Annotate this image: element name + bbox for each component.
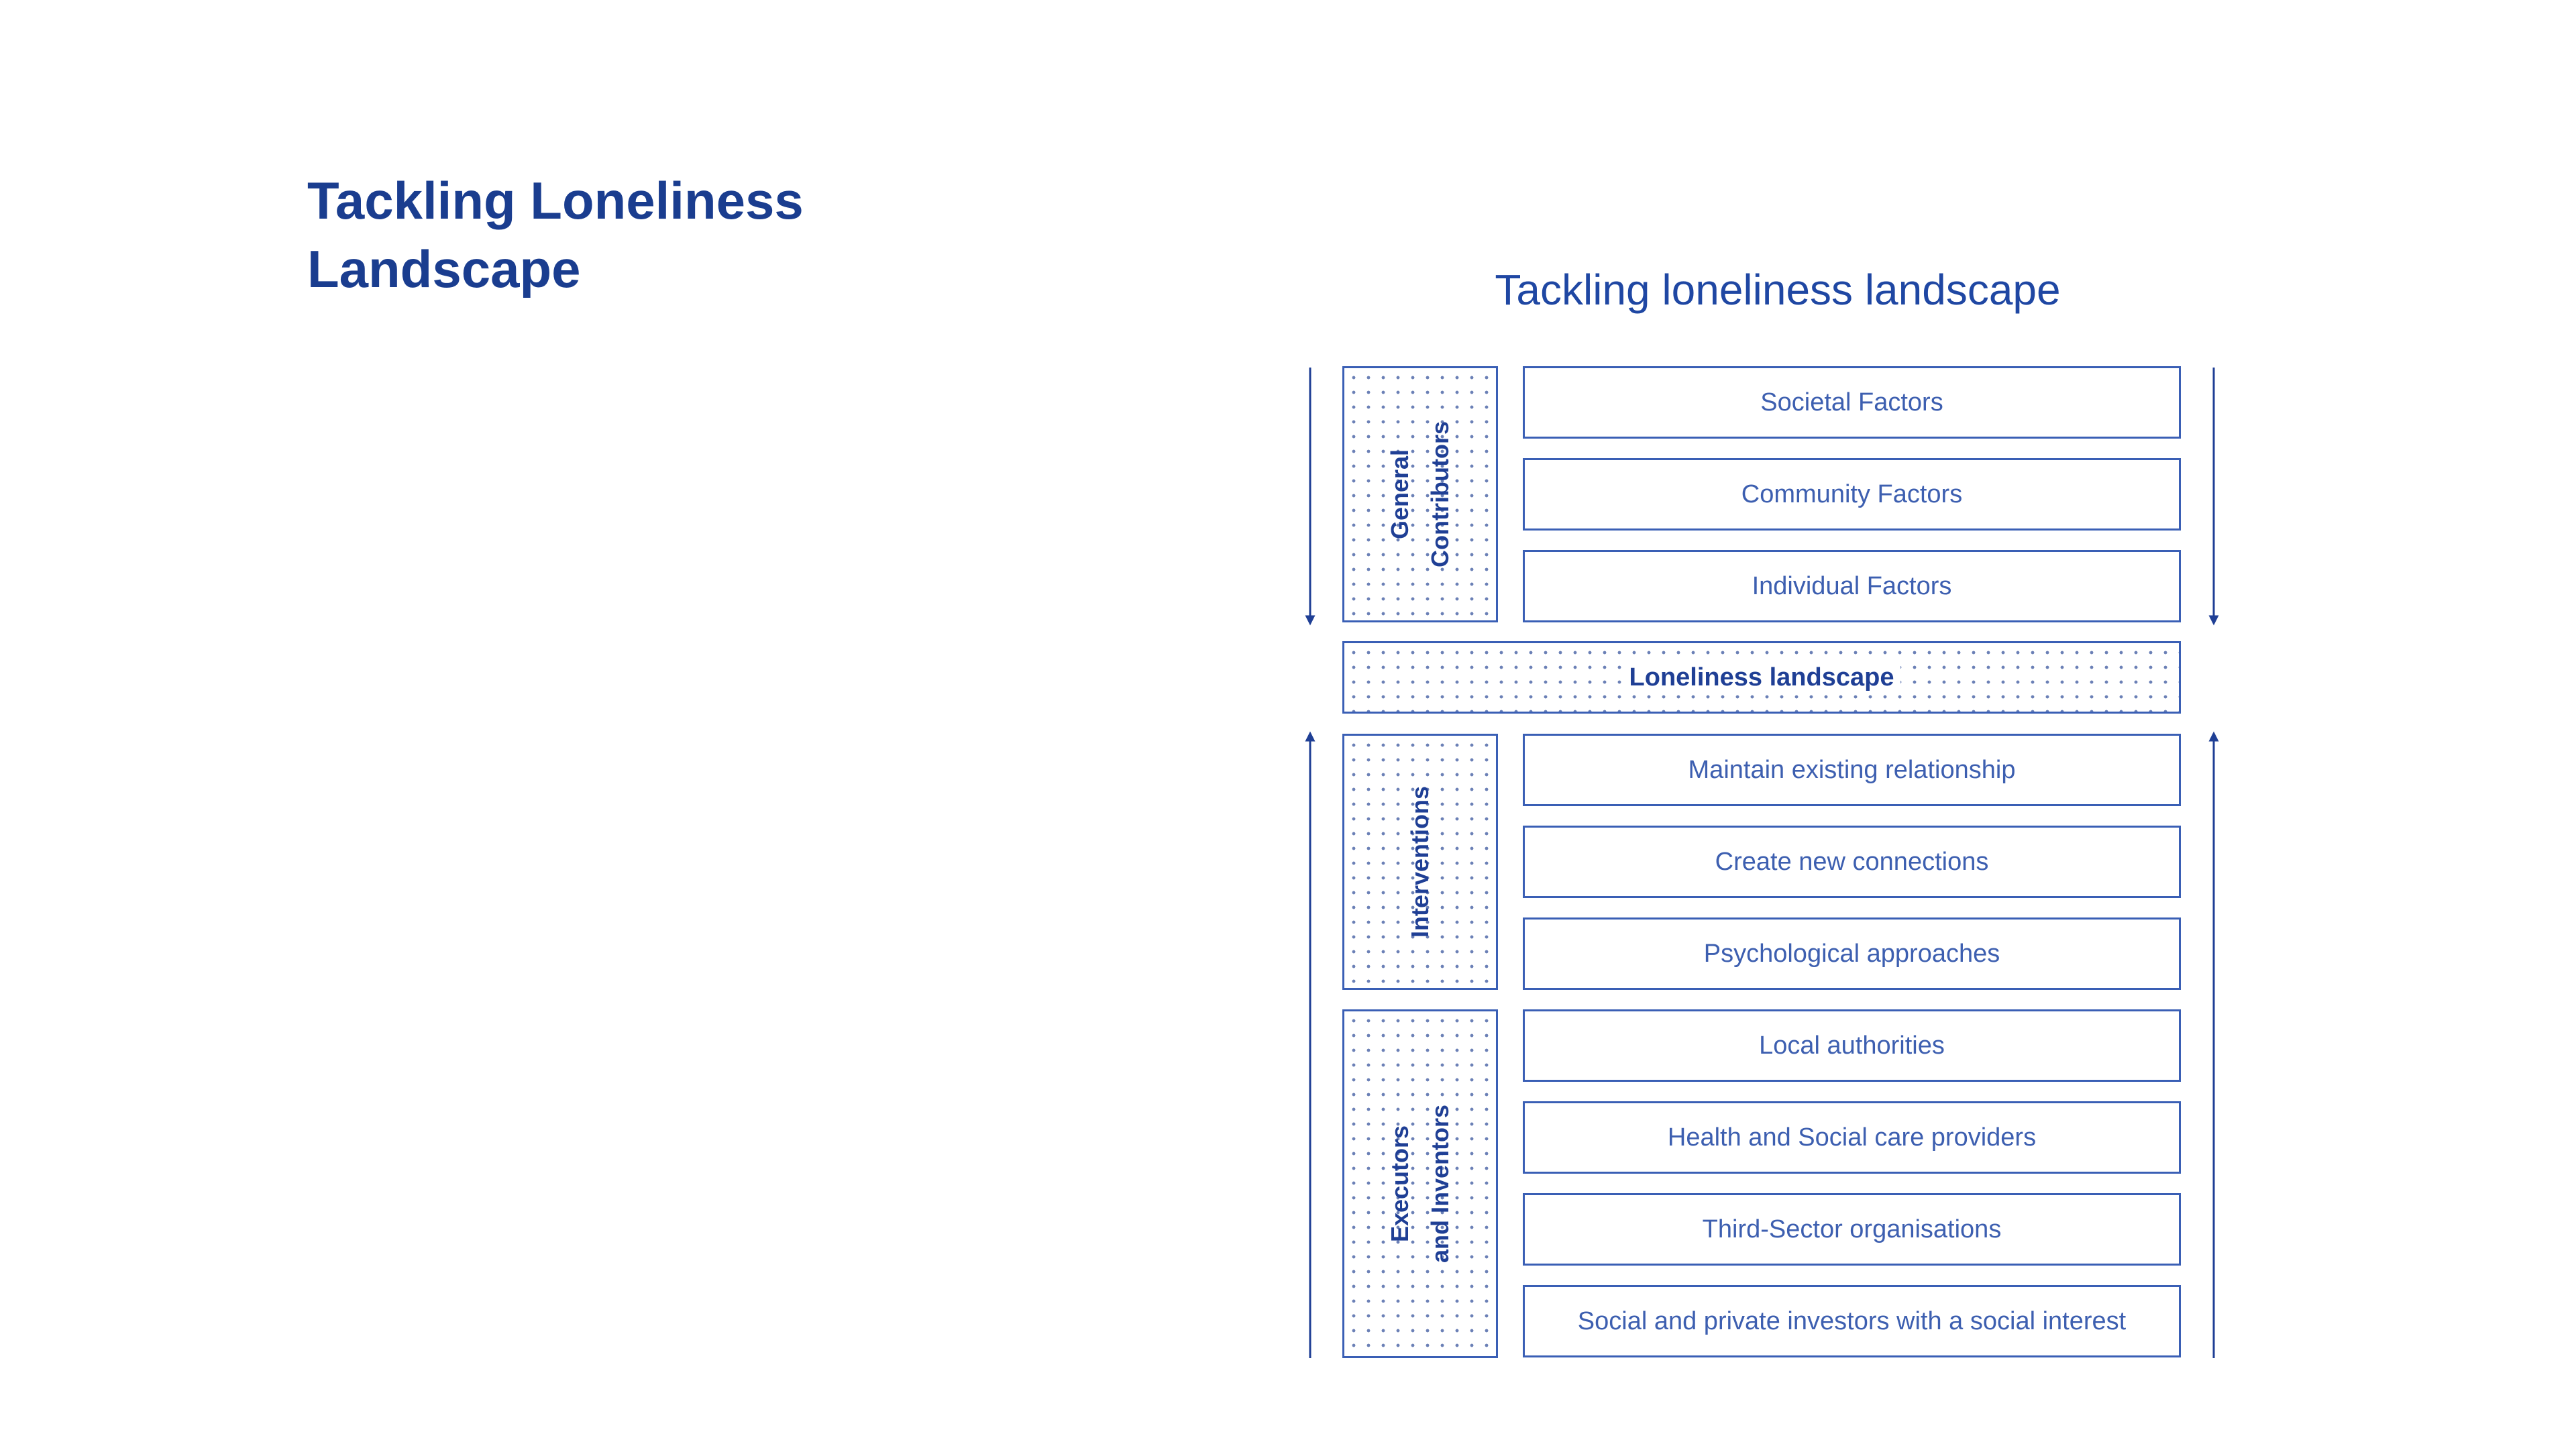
group-executors-inventors xyxy=(1342,1009,1498,1358)
loneliness-landscape-label: Loneliness landscape xyxy=(1623,663,1901,692)
item-health-social-care: Health and Social care providers xyxy=(1523,1101,2181,1174)
item-psychological-approaches: Psychological approaches xyxy=(1523,917,2181,990)
item-maintain-relationship: Maintain existing relationship xyxy=(1523,734,2181,806)
page-title-line-2: Landscape xyxy=(307,239,581,298)
item-local-authorities: Local authorities xyxy=(1523,1009,2181,1082)
group-interventions xyxy=(1342,734,1498,990)
group-label: General Contributors xyxy=(1386,421,1454,567)
group-label: Interventions xyxy=(1406,785,1434,938)
group-general-contributors xyxy=(1342,366,1498,622)
group-label: Executors and Inventors xyxy=(1386,1104,1454,1264)
item-create-connections: Create new connections xyxy=(1523,826,2181,898)
item-third-sector: Third-Sector organisations xyxy=(1523,1193,2181,1266)
item-societal-factors: Societal Factors xyxy=(1523,366,2181,439)
loneliness-landscape-band xyxy=(1342,641,2181,714)
item-social-investors: Social and private investors with a social interest xyxy=(1523,1285,2181,1357)
page-title-line-1: Tackling Loneliness xyxy=(307,171,804,230)
item-community-factors: Community Factors xyxy=(1523,458,2181,531)
diagram-title: Tackling loneliness landscape xyxy=(1495,266,2061,314)
item-individual-factors: Individual Factors xyxy=(1523,550,2181,622)
